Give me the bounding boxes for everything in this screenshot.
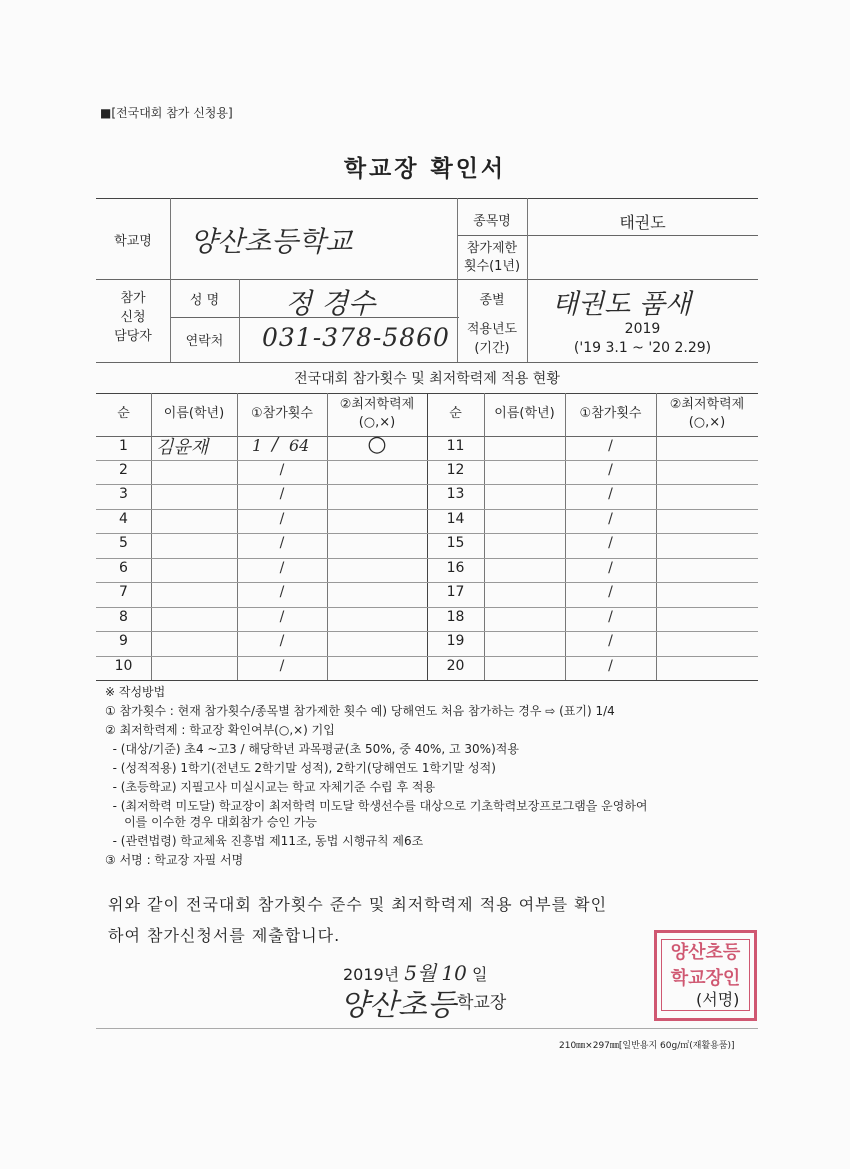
instruction-line: ② 최저학력제 : 학교장 확인여부(○,×) 기입 [105,723,335,737]
school-label: 학교명 [114,234,152,249]
count-slash: / [279,584,285,600]
manager-label [96,289,170,346]
count-slash: / [279,462,285,478]
col-header-min-line2: (○,×) [358,415,396,430]
declaration-line1: 위와 같이 전국대회 참가횟수 준수 및 최저학력제 적용 여부를 확인 [108,895,608,914]
row-number: 7 [119,584,128,600]
count-slash: / [279,560,285,576]
col-header-count: ①참가횟수 [579,406,642,421]
table-caption: 전국대회 참가횟수 및 최저학력제 적용 현황 [294,371,560,387]
paper-spec-footer: 210㎜×297㎜[일반용지 60g/㎡(재활용품)] [559,1041,735,1051]
count-slash: / [279,486,285,502]
row-number: 8 [119,609,128,625]
limit-label-line2: 횟수(1년) [463,259,521,274]
student-name-handwritten: 김윤재 [156,437,209,458]
year-value [527,320,758,358]
row-number: 4 [119,511,128,527]
instruction-line: 이를 이수한 경우 대회참가 승인 가능 [105,815,318,829]
bottom-divider [96,1028,758,1029]
year-label-line2: (기간) [474,341,510,356]
info-divider [239,279,240,362]
instruction-line: ③ 서명 : 학교장 자필 서명 [105,853,244,867]
col-header-no: 순 [117,406,130,421]
count-slash: / [272,434,279,455]
limit-label [457,240,527,276]
count-slash: / [608,658,613,674]
row-number: 18 [446,609,465,625]
table-divider [484,393,485,680]
col-header-min-line1: ②최저학력제 [339,397,415,412]
row-number: 13 [446,486,465,502]
instruction-line: - (최저학력 미도달) 학교장이 최저학력 미도달 학생선수를 대상으로 기초학력보장프로그램을 운영하여 [105,799,648,813]
table-divider [151,393,152,680]
row-number: 17 [446,584,465,600]
col-header-min-line1: ②최저학력제 [669,397,745,412]
row-number: 9 [119,633,128,649]
row-number: 10 [114,658,133,674]
row-number: 11 [446,438,465,454]
row-number: 3 [119,486,128,502]
manager-label-line2: 신청 [120,310,146,325]
count-slash: / [608,438,613,454]
year-period: ('19 3.1 ~ '20 2.29) [573,340,712,356]
count-slash: / [279,609,285,625]
table-row-line [96,460,758,461]
manager-name-handwritten: 정 경수 [285,287,376,320]
school-signature-handwritten: 양산초등 [340,988,456,1023]
instructions [105,684,648,868]
count-slash: / [608,511,613,527]
col-header-min-line2: (○,×) [688,415,726,430]
info-top-border [96,198,758,199]
form-tag: ■[전국대회 참가 신청용] [100,106,233,120]
manager-label-line1: 참가 [120,291,146,306]
table-row-line [96,607,758,608]
min-check-mark: ○ [367,432,387,457]
count-slash: / [608,560,613,576]
name-label: 성 명 [189,293,220,308]
declaration-line2: 하여 참가신청서를 제출합니다. [108,926,341,945]
year-label [457,320,527,358]
count-slash: / [279,535,285,551]
date-day-handwritten: 10 [441,961,467,985]
count-slash: / [608,609,613,625]
instruction-line: - (성적적용) 1학기(전년도 2학기말 성적), 2학기(당해연도 1학기말 성적) [105,761,496,775]
col-header-min [327,396,427,432]
document-title: 학교장 확인서 [343,156,507,182]
col-header-no: 순 [449,406,462,421]
count-slash: / [608,584,613,600]
type-label: 종별 [479,293,505,308]
date-month-handwritten: 5월 [404,961,437,985]
manager-label-line3: 담당자 [114,329,152,344]
row-number: 14 [446,511,465,527]
year-number: 2019 [624,321,661,337]
row-number: 6 [119,560,128,576]
row-number: 2 [119,462,128,478]
signature-mark: (서명) [696,990,740,1009]
col-header-name: 이름(학년) [494,406,555,421]
table-row-line [96,509,758,510]
count-limit: 64 [289,436,310,455]
instruction-line: ① 참가횟수 : 현재 참가횟수/종목별 참가제한 횟수 예) 당해연도 처음 참가하는 경우 ⇨ (표기) 1/4 [105,704,615,718]
count-slash: / [608,535,613,551]
count-done: 1 [252,436,263,455]
table-row-line [96,484,758,485]
stamp-text-line2: 학교장인 [670,968,741,989]
count-slash: / [279,511,285,527]
count-slash: / [608,633,613,649]
table-row-line [96,656,758,657]
info-line [457,235,758,236]
contact-handwritten: 031-378-5860 [262,323,450,352]
table-divider [656,393,657,680]
col-header-min [656,396,758,432]
principal-title: 학교장 [457,993,507,1013]
stamp-text-line1: 양산초등 [670,942,741,963]
event-value: 태권도 [619,213,666,232]
row-number: 20 [446,658,465,674]
table-row-line [96,631,758,632]
count-slash: / [279,658,285,674]
date-day-suffix: 일 [471,965,488,984]
col-header-count: ①참가횟수 [251,406,313,421]
table-row-line [96,533,758,534]
event-label: 종목명 [473,214,511,229]
count-slash: / [279,633,285,649]
row-number: 15 [446,535,465,551]
school-name-handwritten: 양산초등학교 [190,225,353,258]
table-row-line [96,680,758,681]
instructions-heading: ※ 작성방법 [105,685,166,699]
row-number: 12 [446,462,465,478]
row-number: 19 [446,633,465,649]
col-header-name: 이름(학년) [163,406,225,421]
table-row-line [96,558,758,559]
contact-label: 연락처 [185,334,224,349]
type-handwritten: 태권도 품새 [552,289,691,320]
info-line [96,362,758,363]
date-year: 2019년 [343,965,400,984]
count-slash: / [608,462,613,478]
count-slash: / [608,486,613,502]
instruction-line: - (초등학교) 지필고사 미실시교는 학교 자체기준 수립 후 적용 [105,780,436,794]
instruction-line: - (관련법령) 학교체육 진흥법 제11조, 동법 시행규칙 제6조 [105,834,424,848]
year-label-line1: 적용년도 [466,322,518,337]
instruction-line: - (대상/기준) 초4 ~고3 / 해당학년 과목평균(초 50%, 중 40%, 고 30%)적용 [105,742,519,756]
info-line [96,279,758,280]
row-number: 5 [119,535,128,551]
row-number: 1 [119,438,128,454]
table-row-line [96,582,758,583]
row-number: 16 [446,560,465,576]
limit-label-line1: 참가제한 [466,241,518,256]
